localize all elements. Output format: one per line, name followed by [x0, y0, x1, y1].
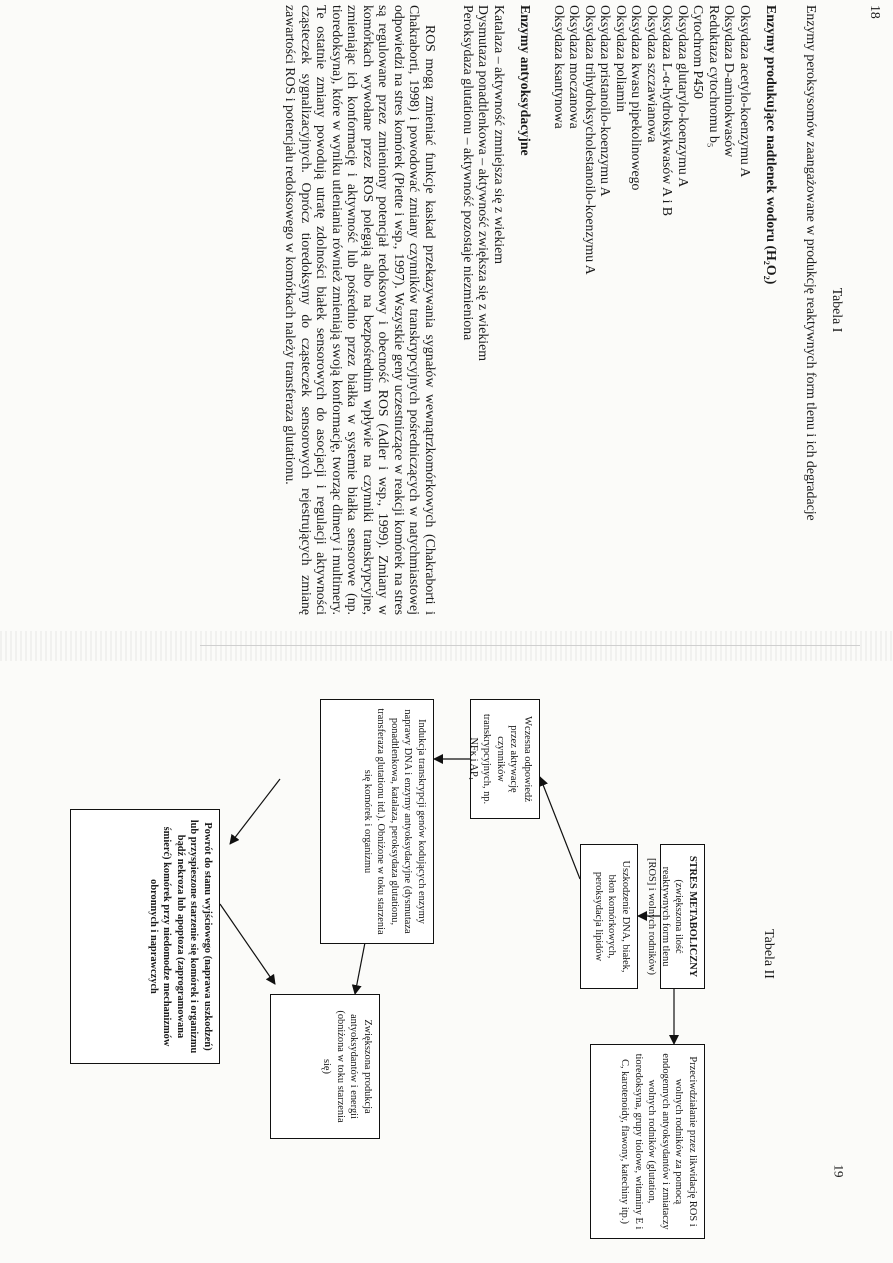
list-item: Oksydaza glutarylo-koenzymu A: [676, 5, 691, 188]
arrow-damage-to-early: [540, 777, 580, 879]
table-label: Tabela II: [761, 929, 776, 979]
list-item: Oksydaza szczawianowa: [645, 5, 660, 143]
box-dna-damage: [580, 844, 638, 989]
section2-list: [461, 5, 508, 361]
damage-text: Uszkodzenie DNA, białek, błon komórkowych, peroksydacja lipidów: [592, 860, 631, 973]
counteraction-text: Przeciwdziałanie przez likwidację ROS i wolnych rodników za pomocą endogennych antyoksydantów i zmiataczy wolnych rodników (glutation, tioredoksyna, grupy tiolowe, witaminy E i C, karotenoidy, flawony, katechiny itp.): [619, 1053, 698, 1230]
box-metabolic-stress: [646, 844, 705, 989]
section2-title: Enzymy antyoksydacyjne: [518, 5, 533, 156]
list-item: Dysmutaza ponadtlenkowa – aktywność zwiększa się z wiekiem: [476, 5, 492, 361]
list-item: Oksydaza D-aminokwasów: [722, 5, 738, 158]
list-item: Oksydaza moczanowa: [567, 5, 583, 129]
list-item: Reduktaza cytochromu b₅: [707, 5, 722, 148]
list-item: Katalaza – aktywność zmniejsza się z wiekiem: [492, 5, 507, 264]
list-item: Oksydaza pristanoilo-koenzymu A: [598, 5, 614, 197]
stress-title: STRES METABOLICZNY: [687, 855, 698, 978]
list-item: Peroksydaza glutationu – aktywność pozostaje niezmieniona: [461, 5, 476, 341]
table-caption: Enzymy peroksysomów zaangażowane w produkcję reaktywnych form tlenu i ich degradacje: [804, 5, 819, 521]
section1-list: [552, 5, 754, 275]
gutter-line: [200, 645, 860, 646]
box-early-response: [467, 699, 540, 819]
list-item: Oksydaza trihydroksycholestanoilo-koenzymu A: [583, 5, 598, 275]
box-outcome: [70, 809, 220, 1064]
arrow-outcome-to-energy: [220, 904, 275, 984]
list-item: Oksydaza L-α-hydroksykwasów A i B: [660, 5, 676, 217]
induction-text: Indukcja transkrypcji genów kodujących enzymy naprawy DNA i enzymy antyoksydacyjne (dysmutaza ponadtlenkowa, katalaza, peroksydaza glutationu, transferaza glutationu itd.). Obniżone w toku starzenia się komórek i organizmu: [361, 708, 427, 935]
list-item: Oksydaza ksantynowa: [552, 5, 567, 129]
box-energy-production: [270, 994, 380, 1139]
page-gutter: [0, 631, 893, 661]
upper-page: [0, 0, 893, 620]
list-item: Cytochrom P450: [691, 5, 707, 99]
list-item: Oksydaza kwasu pipekolinowego: [629, 5, 645, 191]
arrow-outcome-to-induction: [230, 779, 280, 844]
page-number-18: 18: [868, 5, 883, 19]
body-paragraph: ROS mogą zmieniać funkcje kaskad przekazywania sygnałów wewnątrzkomórkowych (Chakraborti i Chakraborti, 1998) i powodować zmiany czynników transkrypcyjnych pośredniczących w natychmiastowej odpowiedzi na stres komórek (Piette i wsp., 1997). Wszystkie geny uczestniczące w reakcji komórek na stres są regulowane przez zmieniony potencjał redoksowy i obecność ROS (Adler i wsp., 1999). Zmiany w komórkach wywołane przez ROS polegają albo na bezpośrednim wpływie na czynniki transkrypcyjne, zmieniając ich konformację i aktywność lub pośrednio przez białka w systemie białka sensorowe (np. tioredoksyna), które w wyniku utleniania również zmieniają swoją konformację, tworząc dimery i multimery. Te ostatnie zmiany powodują utratę zdolności białek sensorowych do asocjacji i regulacji aktywności cząsteczek sygnalizacyjnych. Oprócz tioredoksyny do cząsteczek sensorowych rejestrujących zmianę zawartości ROS i potencjału redoksowego w komórkach należy transferaza glutationu.: [283, 5, 438, 615]
list-item: Oksydaza acetylo-koenzymu A: [738, 5, 753, 178]
table-label: Tabela I: [830, 287, 845, 333]
box-counteraction: [590, 1044, 705, 1239]
lower-page: [60, 664, 800, 1244]
page-number-19: 19: [831, 1164, 847, 1178]
box-transcription-induction: [320, 699, 434, 944]
stress-text: (zwiększona ilość reaktywnych form tlenu [ROS] i wolnych rodników): [646, 858, 685, 975]
early-response-text: Wczesna odpowiedź przez aktywację czynników transkrypcyjnych, np. NFκ i AP₁: [467, 713, 533, 805]
energy-text: Zwiększona produkcja antyoksydantów i energii (obniżona w toku starzenia się): [321, 1010, 373, 1123]
section1-title: Enzymy produkujące nadtlenek wodoru (H₂O₂): [764, 5, 779, 285]
list-item: Oksydaza poliamin: [614, 5, 629, 112]
outcome-text: Powrót do stanu wyjściowego (naprawa uszkodzeń) lub przyspieszone starzenie się komórek i organizmu bądź nekroza lub apoptoza (zaprogramowana śmierć) komórek przy niedomodze mechanizmów obronnych i naprawczych: [147, 819, 213, 1054]
